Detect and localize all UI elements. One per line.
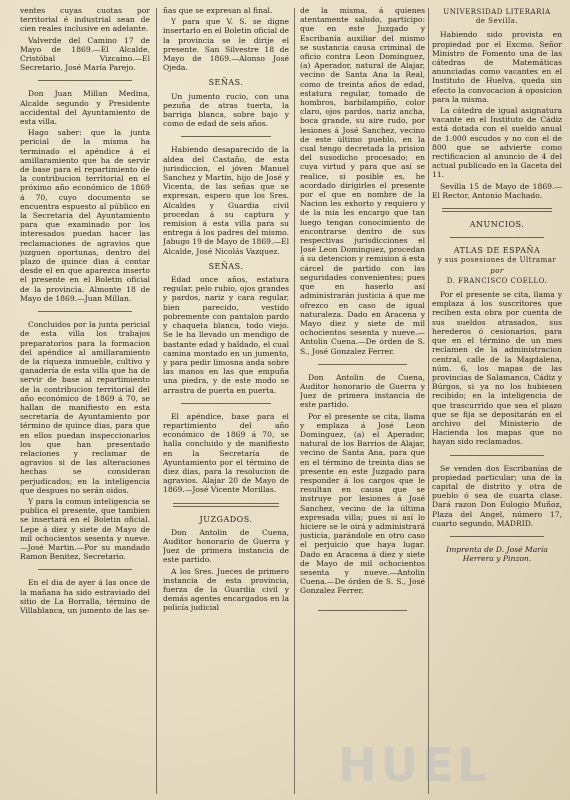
section-heading: JUZGADOS. — [199, 514, 253, 524]
separator — [38, 311, 132, 312]
paragraph: Edad once años, estatura regular, pelo rubio, ojos grandes y pardos, nariz y cara regular, bien parecido, vestido pobremente con pantalon pardo y chaqueta blanca, todo viejo. Se le ha llevado un mendigo de bastante edad y baldado, el cual camina montado en un jumento, y para pedir limosna anda sobre las manos en las que empuña una piedra, y de este modo se arrastra de puerta en puerta. — [163, 275, 289, 395]
section-subheading: de Sevilla. — [475, 17, 519, 26]
paragraph: ñas que se expresan al final. — [163, 6, 273, 15]
separator — [38, 80, 132, 81]
column-rule — [156, 8, 157, 794]
notice-heading: Don Juan Millan Medina, Alcalde segundo y Presidente accidental del Ayuntamiento de esta villa. — [20, 89, 150, 127]
column-1 — [20, 6, 150, 798]
paragraph: Concluidos por la junta pericial de esta villa los trabajos preparatorios para la formacion del apéndice al amillaramiento de la riqueza inmueble, cultivo y ganadería de esta villa que ha de servir de base al repartimiento de la contribucion territorial del año económico de 1869 á 70, se hallan de manifiesto en esta secretaría de Ayuntamiento por término de quince dias, para que en ellos puedan inspeccionarlos los que han presentado relaciones y reclamar de agravios si de las alteraciones hechas se consideran perjudicados; en la inteligencia que despues no serán oidos. — [20, 320, 150, 495]
section-heading: SEÑAS. — [208, 261, 244, 271]
column-rule — [428, 8, 429, 794]
column-4 — [432, 6, 562, 798]
separator — [450, 237, 544, 238]
paragraph: A los Sres. Jueces de primero instancia de esta provincia, fuerza de la Guardia civil y demás agentes encargados en la policía judicial — [163, 566, 289, 613]
paragraph: Y para la comun inteligencia se publica el presente, que tambien se insertará en el Boletin oficial. Lepe á diez y siete de Mayo de mil ochocientos sesenta y nueve.—José Martin.—Por su mandado Ramon Benitez, Secretario. — [20, 496, 150, 562]
separator — [318, 364, 407, 365]
paragraph: Por el presente se cita, llama y emplaza á los suscritores que reciben esta obra por cuenta de sus sueldos atrasados, sus herederos ó cesionarios, para que en el término de un mes reclamen de la administracion central, calle de la Magdalena, núm. 6, los mapas de las provincias de Salamanca, Cádiz y Búrgos, si ya no los hubiesen recibido; en la inteligencia de que trascurrido que sea el plazo que se fija se depositarán en el archivo del Ministerio de Hacienda los mapas que no hayan sido reclamados. — [432, 290, 562, 447]
library-watermark: HUEL — [338, 738, 491, 792]
separator — [442, 208, 552, 212]
section-heading: SEÑAS. — [208, 78, 244, 88]
paragraph: El apéndice, base para el repartimiento del año económico de 1869 á 70, se halla concluido y de manifiesto en la Secretaría de Ayuntamiento por el término de diez dias, para la resolucion de agravios. Alajar 20 de Mayo de 1869.—José Vicente Morillas. — [163, 411, 289, 495]
separator — [38, 569, 132, 570]
paragraph: de la misma, á quienes atentamente saludo, participo: que en este Juzgado y Escribanía auxiliar del mismo se sustancia causa criminal de oficio contra Leon Dominguez, (a) Aperador, natural de Alajar, vecino de Santa Ana la Real, como de treinta años de edad, estatura regular, tomado de hombros, barbilampiño, color claro, ojos pardos, nariz ancha, boca grande, su aire rudo, por lesiones á José Sanchez, vecino de este último pueblo, en la cual tengo decretada la prision del susodicho procesado; en cuya virtud y para que así se realice, si posible es, he acordado dirigirles el presente por el que en nombre de la Nacion les exhorto y requiero y de la mia les encargo que tan luego tengan conocimiento de encontrarse dentro de sus respectivas jurisdicciones el José Leon Dominguez, procedan á su detencion y remision á esta cárcel de partido con las seguridades convenientes; pues que en haserlo así administrarán justicia á que me ofrezco en caso de igual naturaleza. Dado en Aracena y Mayo diez y siete de mil ochocientos sesenta y nueve.—Antolin Cuena.—De órden de S. S., José Gonzalez Ferrer. — [300, 6, 425, 356]
column-rule — [294, 8, 295, 794]
separator — [181, 136, 271, 137]
paragraph: La cátedra de igual asignatura vacante en el Instituto de Cádiz está dotada con el sueldo anual de 1.000 escudos y no con el de 800 que se advierte como rectificacion al anuncio de 4 del actual publicado en la Gaceta del 11. — [432, 106, 562, 180]
imprint: Imprenta de D. José María Herrera y Pinzon. — [446, 544, 548, 564]
separator — [181, 403, 271, 404]
column-3 — [300, 6, 425, 798]
ad-subtitle: y sus posesiones de Ultramar — [437, 256, 557, 265]
paragraph: Se venden dos Escribanías de propiedad particular; una de la capital de distrito y otra de pueblo ó sea de cuarta clase. Dará razon Don Eulogio Muñoz, Plaza del Angel, número 17, cuarto segundo, MADRID. — [432, 463, 562, 528]
separator — [173, 503, 279, 507]
paragraph: Don Antolin de Cuena, Auditor honorario de Guerra y Juez de primera instancia de este partido. — [163, 527, 289, 565]
paragraph: Un jumento rucio, con una pezuña de atras tuerta, la barriga blanca, sobre bajo y como de edad de seis años. — [163, 91, 289, 129]
paragraph: Por el presente se cita, llama y emplaza á José Leon Dominguez, (a) el Aperador, natural de los Barrios de Alajar, vecino de Santa Ana, para que en el término de treinta dias se presente en este Juzgado para responder á los cargos que le resultan en causa que se instruye por lesiones á José Sanchez, vecino de la última expresada villa; pues si así lo hiciere se le oirá y administrará justicia, parándole en otro caso el perjuicio que haya lugar. Dado en Aracena á diez y siete de Mayo de mil ochocientos sesenta y nueve.—Antolin Cuena.—De órden de S. S., José Gonzalez Ferrer. — [300, 411, 425, 596]
section-heading: UNIVERSIDAD LITERARIA — [443, 8, 551, 16]
paragraph: En el dia de ayer á las once de la mañana ha sido estraviado del sitio de La Borralla, término de Villablanca, un jumento de las se- — [20, 578, 150, 615]
paragraph: Habiendo sido provista en propiedad por el Excmo. Señor Ministro de Fomento una de las cátedras de Matemáticas anunciadas como vacantes en el Instituto de Huelva, queda sin efecto la convocacion á oposicion para la misma. — [432, 30, 562, 104]
separator — [450, 455, 544, 456]
ad-title: ATLAS DE ESPAÑA — [453, 246, 541, 256]
notice-heading: Don Antolin de Cuena, Auditor honorario de Guerra y Juez de primera instancia de este partido. — [300, 372, 425, 410]
paragraph: Y para que V. S. se digne insertarlo en el Boletin oficial de la provincia se le dirije el presente. San Silvestre 18 de Mayo de 1869.—Alonso José Ojeda. — [163, 17, 289, 73]
ad-byline: por — [490, 266, 504, 275]
paragraph: Hago saber: que la junta pericial de la misma ha terminado el apéndice á el amillaramiento que ha de servir de base para el repartimiento de la contribucion territorial en el próximo año económico de 1869 á 70, cuyo documento se encuentra espuesto al público en la Secretaría del Ayuntamiento para que examinado por los interesados puedan hacer las reclamaciones de agravios que juzguen oportunas, dentro del plazo de quince dias á contar desde el en que aparezca inserto el presente en el Boletin oficial de la provincia. Almonte 18 de Mayo de 1869.—Juan Millan. — [20, 128, 150, 303]
paragraph: Valverde del Camino 17 de Mayo de 1869.—El Alcalde, Cristóbal Vizcaino.—El Secretario, José María Parejo. — [20, 35, 150, 73]
column-2 — [163, 6, 289, 798]
separator — [318, 610, 407, 611]
paragraph: Habiendo desaparecido de la aldea del Castaño, de esta jurisdiccion, el jóven Manuel Sanchez y Martin, hijo de José y Vicenta, de las señas que se expresan, espero que los Sres. Alcaldes y Guardia civil procedan á su captura y remision á esta villa para su entrega á los padres del mismo. Jabugo 19 de Mayo de 1869.—El Alcalde, José Nicolás Vazquez. — [163, 145, 289, 256]
paragraph: ventes cuyas cuotas por territorial é industrial sean de cien reales inclusive en adelante. — [20, 6, 150, 34]
paragraph: Sevilla 15 de Mayo de 1869.—El Rector, Antonio Machado. — [432, 181, 562, 200]
separator — [450, 536, 544, 537]
ad-author: D. FRANCISCO COELLO. — [446, 276, 548, 285]
section-heading: ANUNCIOS. — [469, 220, 525, 230]
